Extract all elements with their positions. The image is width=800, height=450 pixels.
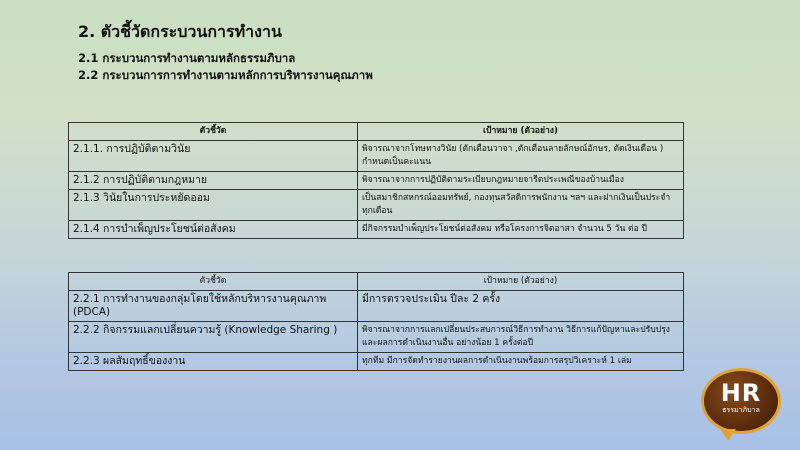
table-header-row xyxy=(69,123,684,141)
header-target: เป้าหมาย (ตัวอย่าง) xyxy=(358,123,684,141)
header-indicator: ตัวชี้วัด xyxy=(69,123,358,141)
table-row xyxy=(69,353,684,371)
header-target: เป้าหมาย (ตัวอย่าง) xyxy=(358,273,684,291)
indicator-cell: 2.2.3 ผลสัมฤทธิ์ของงาน xyxy=(69,353,358,371)
subtitle-2-1: 2.1 กระบวนการทำงานตามหลักธรรมภิบาล xyxy=(78,51,296,65)
subtitle-2-2: 2.2 กระบวนการการทำงานตามหลักการบริหารงานคุณภาพ xyxy=(78,68,373,82)
target-cell: มีการตรวจประเมิน ปีละ 2 ครั้ง xyxy=(358,291,684,322)
page-title: 2. ตัวชี้วัดกระบวนการทำงาน xyxy=(78,22,282,41)
target-cell: พิจารณาจากการปฏิบัติตามระเบียบกฎหมายจารีตประเพณีของบ้านเมือง xyxy=(358,172,684,190)
subtitle-list xyxy=(78,50,373,84)
logo-text: ธรรมาภิบาล xyxy=(722,406,760,414)
table-header-row xyxy=(69,273,684,291)
header-indicator: ตัวชี้วัด xyxy=(69,273,358,291)
target-cell: เป็นสมาชิกสหกรณ์ออมทรัพย์, กองทุนสวัสดิการพนักงาน ฯลฯ และฝากเงินเป็นประจำทุกเดือน xyxy=(358,190,684,221)
governance-kpi-table xyxy=(68,122,684,239)
table-row xyxy=(69,190,684,221)
indicator-cell: 2.2.2 กิจกรรมแลกเปลี่ยนความรู้ (Knowledge Sharing ) xyxy=(69,322,358,353)
logo-bubble-tail xyxy=(720,429,736,441)
table-row xyxy=(69,291,684,322)
target-cell: มีกิจกรรมบำเพ็ญประโยชน์ต่อสังคม หรือโครงการจิตอาสา จำนวน 5 วัน ต่อ ปี xyxy=(358,221,684,239)
indicator-cell: 2.1.1. การปฏิบัติตามวินัย xyxy=(69,141,358,172)
indicator-cell: 2.2.1 การทำงานของกลุ่มโดยใช้หลักบริหารงานคุณภาพ (PDCA) xyxy=(69,291,358,322)
indicator-cell: 2.1.3 วินัยในการประหยัดออม xyxy=(69,190,358,221)
indicator-cell: 2.1.4 การบำเพ็ญประโยชน์ต่อสังคม xyxy=(69,221,358,239)
hr-logo xyxy=(701,368,781,434)
table-row xyxy=(69,322,684,353)
table-row xyxy=(69,141,684,172)
target-cell: พิจารณาจากการแลกเปลี่ยนประสบการณ์วิธีการทำงาน วิธีการแก้ปัญหาและปรับปรุง และผลการดำเนินงานอื่น อย่างน้อย 1 ครั้งต่อปี xyxy=(358,322,684,353)
table-row xyxy=(69,172,684,190)
logo-mark: HR xyxy=(720,379,762,407)
quality-kpi-table xyxy=(68,272,684,371)
indicator-cell: 2.1.2 การปฏิบัติตามกฎหมาย xyxy=(69,172,358,190)
table-row xyxy=(69,221,684,239)
target-cell: พิจารณาจากโทษทางวินัย (ตักเตือนวาจา ,ตักเตือนลายลักษณ์อักษร, ตัดเงินเดือน ) กำหนดเป็นคะแนน xyxy=(358,141,684,172)
target-cell: ทุกทีม มีการจัดทำรายงานผลการดำเนินงานพร้อมการสรุปวิเคราะห์ 1 เล่ม xyxy=(358,353,684,371)
